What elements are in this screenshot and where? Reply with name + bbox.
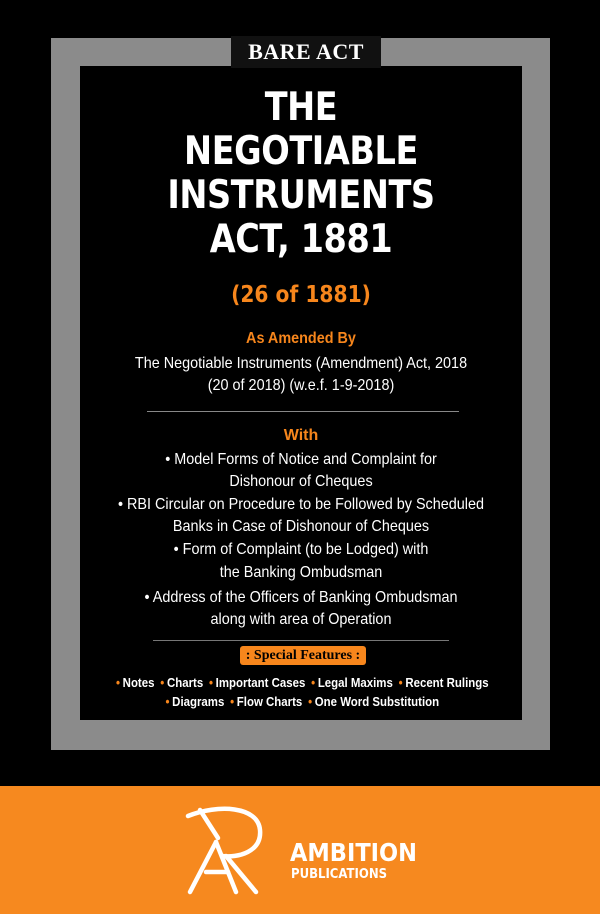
amended-by-label: As Amended By [246, 330, 356, 347]
amendment-line: (20 of 2018) (w.e.f. 1-9-2018) [207, 377, 395, 394]
bullet-dot: • [209, 675, 214, 690]
contents-line: • RBI Circular on Procedure to be Followed by Scheduled [117, 496, 485, 513]
feature-item: One Word Substitution [314, 694, 440, 709]
feature-item: Flow Charts [236, 694, 303, 709]
with-label: With [283, 427, 319, 444]
bullet-dot: • [230, 694, 235, 709]
contents-line: • Model Forms of Notice and Complaint for [165, 451, 437, 468]
feature-item: Important Cases [215, 675, 306, 690]
contents-line: • Form of Complaint (to be Lodged) with [173, 541, 429, 558]
bullet-dot: • [160, 675, 165, 690]
bullet-dot: • [116, 675, 121, 690]
title-line: INSTRUMENTS [167, 173, 435, 218]
ambition-ar-logo-icon [178, 800, 278, 900]
bare-act-tag: BARE ACT [231, 36, 381, 68]
act-number: (26 of 1881) [231, 282, 371, 308]
features-row-1 [107, 675, 496, 690]
contents-line: the Banking Ombudsman [219, 564, 383, 581]
feature-item: Legal Maxims [317, 675, 393, 690]
contents-line: Banks in Case of Dishonour of Cheques [172, 518, 430, 535]
publisher-name: AMBITION [290, 838, 418, 867]
feature-item: Diagrams [172, 694, 225, 709]
publisher-subtitle: PUBLICATIONS [291, 867, 388, 882]
title-line: ACT, 1881 [209, 217, 393, 262]
feature-item: Charts [166, 675, 204, 690]
contents-line: along with area of Operation [210, 611, 392, 628]
contents-line: Dishonour of Cheques [229, 473, 373, 490]
features-divider [153, 640, 449, 641]
contents-line: • Address of the Officers of Banking Ombudsman [144, 589, 458, 606]
feature-item: Notes [122, 675, 155, 690]
features-row-2 [107, 694, 496, 709]
title-line: NEGOTIABLE [184, 129, 418, 174]
book-title [111, 86, 491, 262]
bullet-dot: • [308, 694, 313, 709]
bullet-dot: • [165, 694, 170, 709]
feature-item: Recent Rulings [405, 675, 489, 690]
amendment-line: The Negotiable Instruments (Amendment) Act, 2018 [134, 355, 468, 372]
divider [147, 411, 459, 412]
special-features-badge: : Special Features : [240, 646, 366, 665]
bullet-dot: • [398, 675, 403, 690]
title-line: THE [264, 85, 338, 130]
bullet-dot: • [311, 675, 316, 690]
